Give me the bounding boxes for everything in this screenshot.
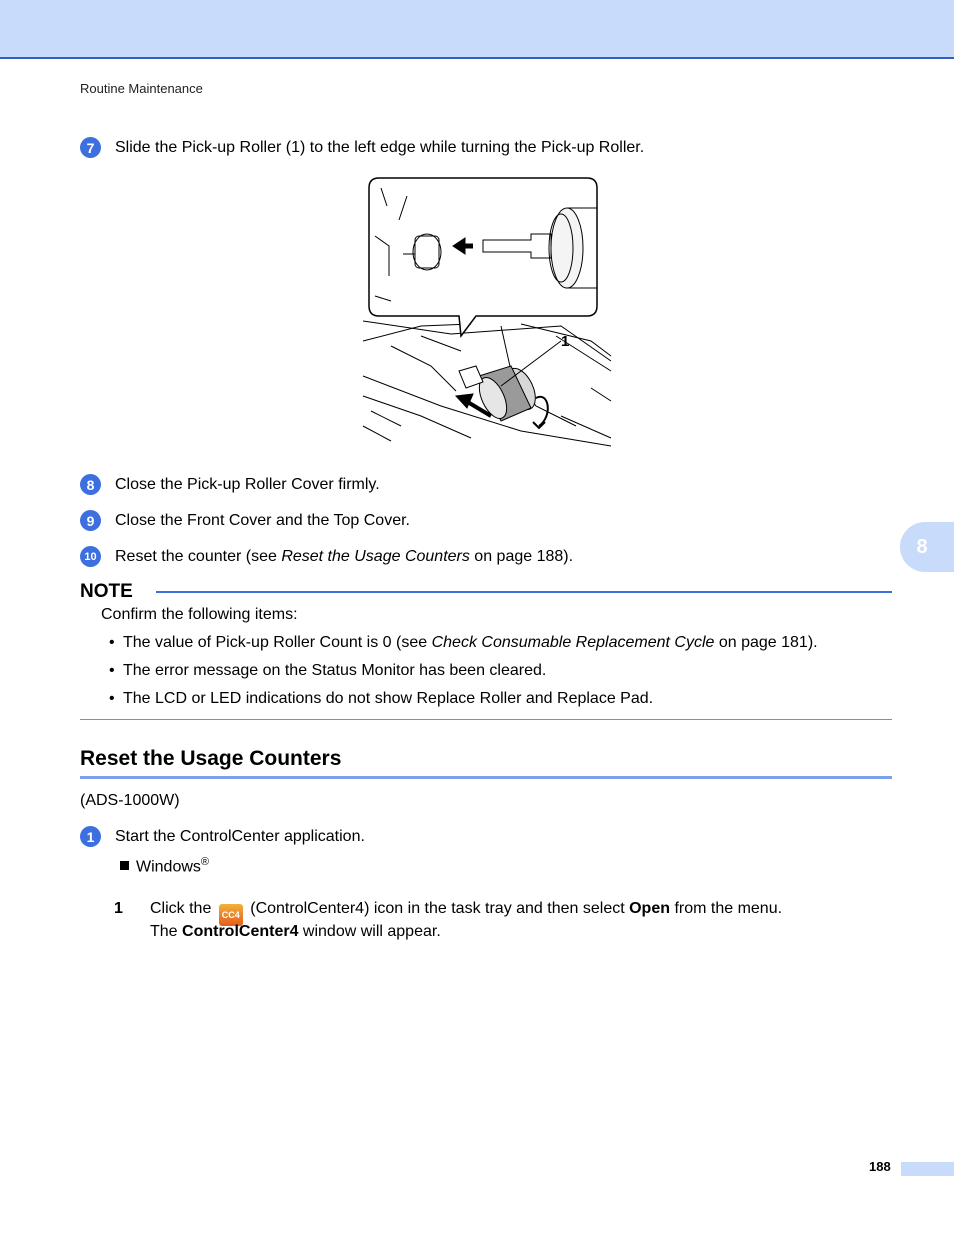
note-intro: Confirm the following items:	[101, 606, 298, 623]
step-number-badge: 9	[80, 510, 101, 531]
callout-label: 1	[561, 333, 570, 350]
footer-bar	[901, 1162, 954, 1176]
controlcenter4-window-label: ControlCenter4	[182, 923, 299, 940]
bullet-text-pre: The value of Pick-up Roller Count is 0 (see	[123, 634, 432, 651]
line2-text-pre: The	[150, 923, 183, 940]
step-text	[115, 547, 573, 567]
bullet-dot: •	[109, 662, 115, 679]
note-title: NOTE	[80, 581, 133, 602]
step-text-pre: Reset the counter (see	[115, 548, 282, 565]
sub-step-text-mid: (ControlCenter4) icon in the task tray and then select	[245, 900, 630, 917]
line2-text-post: window will appear.	[298, 923, 441, 940]
step-number-badge: 7	[80, 137, 101, 158]
model-label: (ADS-1000W)	[80, 792, 180, 809]
note-bullet	[109, 690, 653, 708]
step-text: Close the Front Cover and the Top Cover.	[115, 512, 410, 529]
step-number-badge: 8	[80, 474, 101, 495]
step-text-post: on page 188).	[469, 548, 574, 565]
note-bullet	[109, 634, 818, 652]
bullet-dot: •	[109, 634, 115, 651]
os-label: Windows	[136, 858, 201, 876]
square-bullet-icon	[120, 861, 129, 870]
bullet-dot: •	[109, 690, 115, 707]
step-number-badge: 1	[80, 826, 101, 847]
note-bullet	[109, 662, 546, 680]
pickup-roller-illustration	[361, 176, 613, 448]
section-heading-rule	[80, 776, 892, 779]
bullet-text: The error message on the Status Monitor has been cleared.	[123, 662, 547, 679]
section-heading: Reset the Usage Counters	[80, 747, 342, 770]
top-header-bar	[0, 0, 954, 59]
pickup-roller-drawing	[361, 176, 613, 448]
running-head: Routine Maintenance	[80, 81, 203, 96]
cross-reference-link[interactable]: Check Consumable Replacement Cycle	[431, 634, 715, 651]
bullet-text-post: on page 181).	[714, 634, 818, 651]
step-text: Slide the Pick-up Roller (1) to the left edge while turning the Pick-up Roller.	[115, 139, 645, 156]
sub-step-text	[150, 923, 441, 941]
sub-step-text-pre: Click the	[150, 900, 216, 917]
note-end-rule	[80, 719, 892, 720]
controlcenter4-icon: CC4	[219, 904, 243, 926]
sub-step-number: 1	[114, 900, 123, 917]
registered-mark: ®	[200, 856, 210, 868]
sub-step-text-post: from the menu.	[670, 900, 783, 917]
step-text: Start the ControlCenter application.	[115, 828, 365, 845]
cross-reference-link[interactable]: Reset the Usage Counters	[281, 548, 470, 565]
step-text: Close the Pick-up Roller Cover firmly.	[115, 476, 380, 493]
chapter-tab: 8	[900, 522, 954, 572]
step-number-badge: 10	[80, 546, 101, 567]
page-number: 188	[869, 1159, 891, 1174]
note-rule	[156, 591, 892, 593]
open-menu-label: Open	[629, 900, 670, 917]
os-bullet	[120, 856, 209, 876]
bullet-text: The LCD or LED indications do not show Replace Roller and Replace Pad.	[123, 690, 654, 707]
